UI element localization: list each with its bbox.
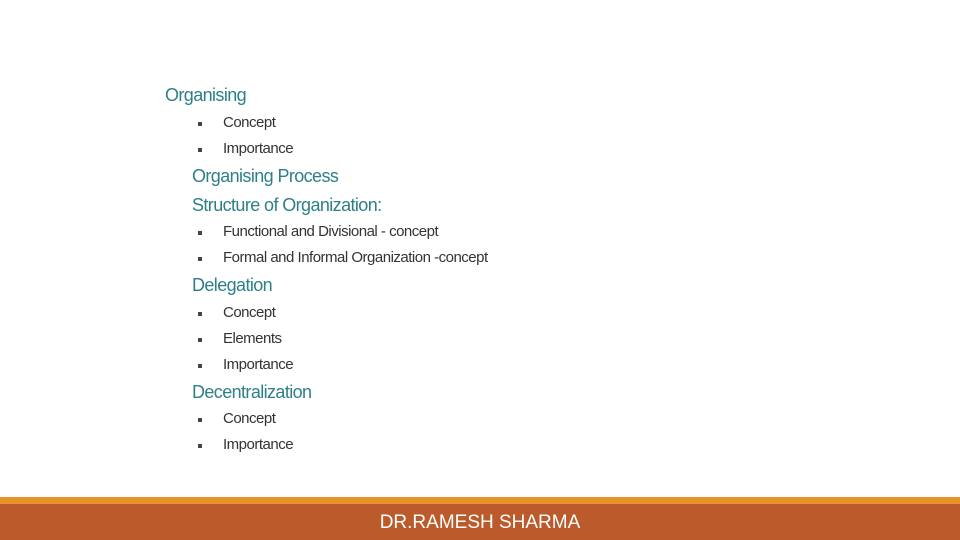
bullet-text: Functional and Divisional - concept xyxy=(223,223,439,240)
square-bullet-icon xyxy=(198,418,202,422)
heading-structure: Structure of Organization: xyxy=(192,195,382,215)
bullet-text: Formal and Informal Organization -concept xyxy=(223,249,488,266)
square-bullet-icon xyxy=(198,122,202,126)
bullet-text: Importance xyxy=(223,140,294,157)
bullet-text: Concept xyxy=(223,304,276,321)
footer-accent-stripe xyxy=(0,497,960,504)
list-item xyxy=(198,138,294,160)
heading-decentralization: Decentralization xyxy=(192,382,312,402)
list-item xyxy=(198,247,488,269)
bullet-text: Elements xyxy=(223,330,282,347)
footer-band xyxy=(0,504,960,540)
list-item xyxy=(198,408,276,430)
square-bullet-icon xyxy=(198,338,202,342)
bullet-text: Importance xyxy=(223,356,294,373)
square-bullet-icon xyxy=(198,364,202,368)
list-item xyxy=(198,221,439,243)
list-item xyxy=(198,354,294,376)
list-item xyxy=(198,328,282,350)
heading-organising: Organising xyxy=(165,85,247,105)
square-bullet-icon xyxy=(198,444,202,448)
heading-delegation: Delegation xyxy=(192,275,273,295)
list-item xyxy=(198,302,276,324)
heading-organising-process: Organising Process xyxy=(192,166,339,186)
square-bullet-icon xyxy=(198,231,202,235)
list-item xyxy=(198,112,276,134)
footer-author: DR.RAMESH SHARMA xyxy=(379,512,581,533)
bullet-text: Concept xyxy=(223,114,276,131)
square-bullet-icon xyxy=(198,312,202,316)
bullet-text: Importance xyxy=(223,436,294,453)
square-bullet-icon xyxy=(198,148,202,152)
square-bullet-icon xyxy=(198,257,202,261)
bullet-text: Concept xyxy=(223,410,276,427)
list-item xyxy=(198,434,294,456)
